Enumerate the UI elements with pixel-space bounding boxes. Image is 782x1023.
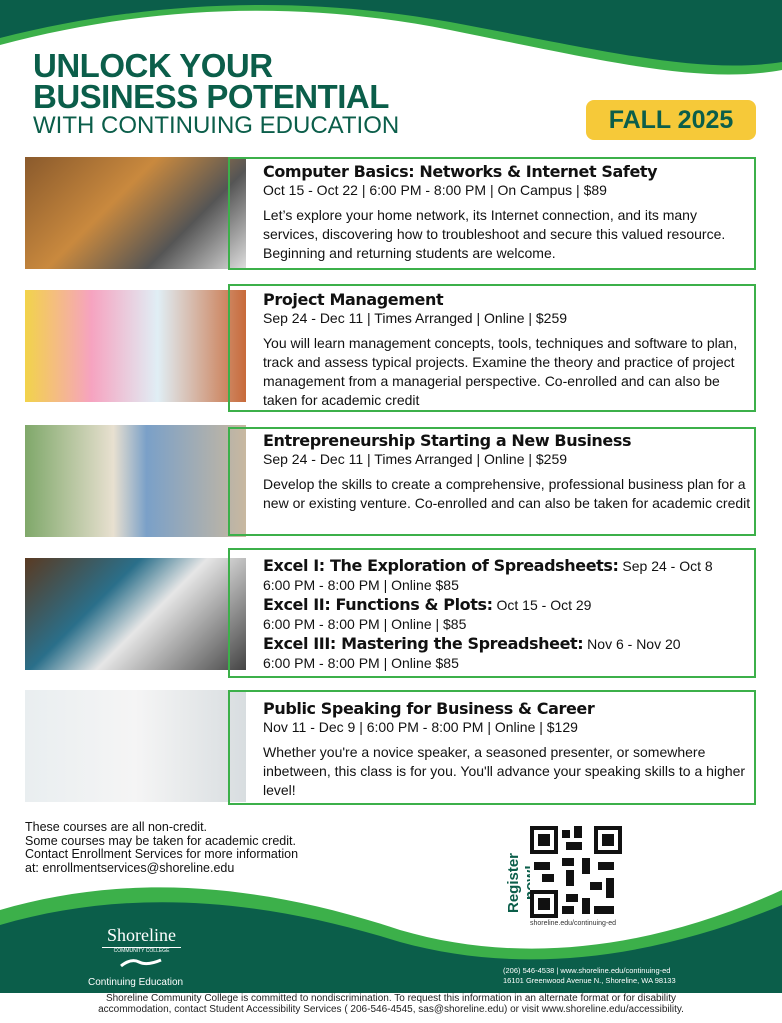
course-project-management — [263, 290, 753, 410]
qr-code[interactable] — [530, 826, 622, 918]
note-line: Contact Enrollment Services for more information — [25, 847, 299, 861]
course-entrepreneurship — [263, 431, 753, 513]
course-computer-basics — [263, 162, 753, 263]
nondiscrimination-footer — [0, 993, 782, 1015]
course-dates: Nov 6 - Nov 20 — [583, 636, 681, 652]
course-title: Computer Basics: Networks & Internet Safety — [263, 162, 658, 181]
course-title: Excel III: Mastering the Spreadsheet: — [263, 634, 584, 653]
course-title: Project Management — [263, 290, 444, 309]
course-meta: Nov 11 - Dec 9 | 6:00 PM - 8:00 PM | Online | $129 — [263, 719, 578, 735]
course-description: You will learn management concepts, tools, techniques and software to plan, track and assess typical projects. Examine the theory and practice of project management from a managerial perspective. Co-enrolled and can also be taken for academic credit — [263, 335, 738, 408]
register-url[interactable]: shoreline.edu/continuing-ed — [530, 920, 617, 927]
headline-line-1: UNLOCK YOUR — [33, 47, 273, 84]
course-public-speaking — [263, 699, 753, 800]
course-photo-laptop — [25, 157, 246, 269]
course-meta: 6:00 PM - 8:00 PM | Online $85 — [263, 577, 459, 593]
shoreline-logo — [88, 925, 184, 988]
register-now-label: Register — [505, 852, 522, 914]
course-photo-sticky-notes — [25, 290, 246, 402]
course-meta: Oct 15 - Oct 22 | 6:00 PM - 8:00 PM | On Campus | $89 — [263, 182, 607, 198]
course-meta: 6:00 PM - 8:00 PM | Online $85 — [263, 655, 459, 671]
course-dates: Oct 15 - Oct 29 — [492, 597, 592, 613]
course-meta: 6:00 PM - 8:00 PM | Online | $85 — [263, 616, 467, 632]
footer-line: accommodation, contact Student Accessibility Services ( 206-546-4545, sas@shoreline.edu) or visit www.shoreline.edu/accessibility. — [98, 1004, 684, 1015]
course-photo-market-vendor — [25, 425, 246, 537]
logo-wordmark: Shoreline — [107, 925, 177, 945]
course-dates: Sep 24 - Oct 8 — [618, 558, 713, 574]
course-description: Let’s explore your home network, its Internet connection, and its many services, discovering how to troubleshoot and secure this valued resource. Beginning and returning students are welcome. — [263, 207, 726, 261]
logo-department: Continuing Education — [88, 977, 184, 988]
course-photo-speaker — [25, 690, 246, 802]
note-line: Some courses may be taken for academic credit. — [25, 833, 296, 848]
course-meta: Sep 24 - Dec 11 | Times Arranged | Online | $259 — [263, 451, 568, 467]
course-title: Public Speaking for Business & Career — [263, 699, 595, 718]
course-photo-spreadsheet-laptop — [25, 558, 246, 670]
credit-notes — [25, 821, 298, 875]
headline-line-2: BUSINESS POTENTIAL — [33, 78, 389, 115]
course-title: Excel II: Functions & Plots: — [263, 595, 493, 614]
wave-logo-icon — [117, 956, 167, 968]
course-title: Excel I: The Exploration of Spreadsheets: — [263, 556, 619, 575]
note-email[interactable]: at: enrollmentservices@shoreline.edu — [25, 860, 235, 875]
course-description: Whether you're a novice speaker, a seasoned presenter, or somewhere inbetween, this class is for you. You'll advance your speaking skills to a higher level! — [263, 744, 746, 798]
contact-phone-web: (206) 546-4538 | www.shoreline.edu/continuing-ed — [503, 966, 671, 975]
course-title: Entrepreneurship Starting a New Business — [263, 431, 632, 450]
course-meta: Sep 24 - Dec 11 | Times Arranged | Online | $259 — [263, 310, 568, 326]
course-description: Develop the skills to create a comprehensive, professional business plan for a new or existing venture. Co-enrolled and can also be taken for academic credit — [263, 476, 751, 511]
contact-info — [503, 966, 676, 986]
course-excel-series — [263, 556, 753, 673]
logo-subtitle: COMMUNITY COLLEGE — [102, 947, 181, 954]
note-line: These courses are all non-credit. — [25, 820, 208, 834]
contact-address: 16101 Greenwood Avenue N., Shoreline, WA 98133 — [503, 976, 676, 985]
footer-line: Shoreline Community College is committed to nondiscrimination. To request this information in an alternate format or for disability — [105, 993, 677, 1004]
headline-subtitle: WITH CONTINUING EDUCATION — [33, 112, 400, 139]
term-badge: FALL 2025 — [586, 100, 756, 140]
